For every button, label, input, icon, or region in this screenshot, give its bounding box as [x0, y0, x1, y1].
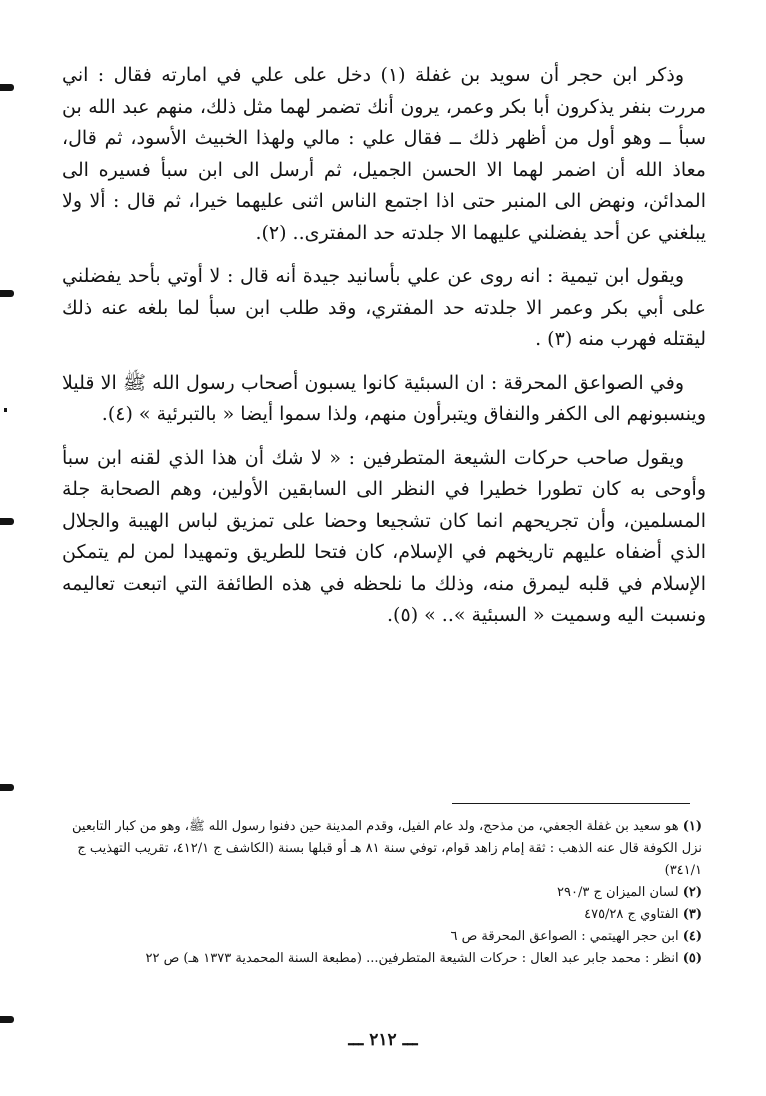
footnote-text: انظر : محمد جابر عبد العال : حركات الشيعة المتطرفين... (مطبعة السنة المحمدية ١٣٧٣ هـ) ص ٢٢	[145, 951, 679, 966]
footnote	[62, 904, 702, 926]
binding-mark	[0, 1016, 14, 1023]
footnote-number: (٥)	[682, 951, 702, 966]
paragraph: وذكر ابن حجر أن سويد بن غفلة (١) دخل على علي في امارته فقال : اني مررت بنفر يذكرون أبا بكر وعمر، يرون أنك تضمر لهما مثل ذلك، منهم عبد الله بن سبأ ــ وهو أول من أظهر ذلك ــ فقال علي : مالي ولهذا الخبيث الأسود، ثم قال، معاذ الله أن اضمر لهما الا الحسن الجميل، ثم أرسل الى ابن سبأ فسيره الى المدائن، ونهض الى المنبر حتى اذا اجتمع الناس اثنى عليهما خيرا، ثم قال : ألا ولا يبلغني عن أحد يفضلني عليهما الا جلدته حد المفترى.. (٢).	[62, 64, 706, 244]
footnote-text: هو سعيد بن غفلة الجعفي، من مذحج، ولد عام الفيل، وقدم المدينة حين دفنوا رسول الله ﷺ، وهو من كبار التابعين نزل الكوفة قال عنه الذهب : ثقة إمام زاهد قوام، توفي سنة ٨١ هـ أو قبلها بسنة (الكاشف ج ٤١٢/١، تقريب التهذيب ج ٣٤١/١)	[72, 819, 702, 878]
footnotes	[62, 816, 702, 970]
footnote-number: (١)	[682, 819, 702, 834]
footnote	[62, 816, 702, 882]
footnote	[62, 948, 702, 970]
paragraph: ويقول ابن تيمية : انه روى عن علي بأسانيد جيدة أنه قال : لا أوتي بأحد يفضلني على أبي بكر وعمر الا جلدته حد المفتري، وقد طلب ابن سبأ لما بلغه عنه ذلك ليقتله فهرب منه (٣) .	[62, 265, 706, 350]
footnote-number: (٢)	[682, 885, 702, 900]
binding-dot	[4, 408, 7, 412]
footnote-text: الفتاوي ج ٤٧٥/٢٨	[584, 907, 679, 922]
footnote	[62, 926, 702, 948]
footnote-number: (٣)	[682, 907, 702, 922]
footnote-number: (٤)	[682, 929, 702, 944]
binding-mark	[0, 518, 14, 525]
binding-mark	[0, 84, 14, 91]
footnote-text: ابن حجر الهيتمي : الصواعق المحرقة ص ٦	[450, 929, 679, 944]
footnote	[62, 882, 702, 904]
main-text	[62, 60, 706, 644]
binding-mark	[0, 784, 14, 791]
binding-mark	[0, 290, 14, 297]
footnote-text: لسان الميزان ج ٢٩٠/٣	[557, 885, 679, 900]
page-number: ـــ ٢١٢ ـــ	[348, 1030, 418, 1050]
footnote-divider	[452, 803, 690, 804]
paragraph: وفي الصواعق المحرقة : ان السبئية كانوا يسبون أصحاب رسول الله ﷺ الا قليلا وينسبونهم الى الكفر والنفاق ويتبرأون منهم، ولذا سموا أيضا « بالتبرئية » (٤).	[62, 371, 706, 425]
paragraph: ويقول صاحب حركات الشيعة المتطرفين : « لا شك أن هذا الذي لقنه ابن سبأ وأوحى به كان تطورا خطيرا في النظر الى السابقين الأولين، وهم الصحابة جلة المسلمين، وأن تجريحهم انما كان تشجيعا وحضا على تمزيق لباس الهيبة والجلال الذي أضفاه عليهم تاريخهم في الإسلام، كان فتحا للطريق وتمهيدا لمن لم يتمكن الإسلام في قلبه ليمرق منه، وذلك ما نلحظه في هذه الطائفة التي اتبعت تعاليمه ونسبت اليه وسميت « السبئية ».. » (٥).	[62, 446, 706, 626]
